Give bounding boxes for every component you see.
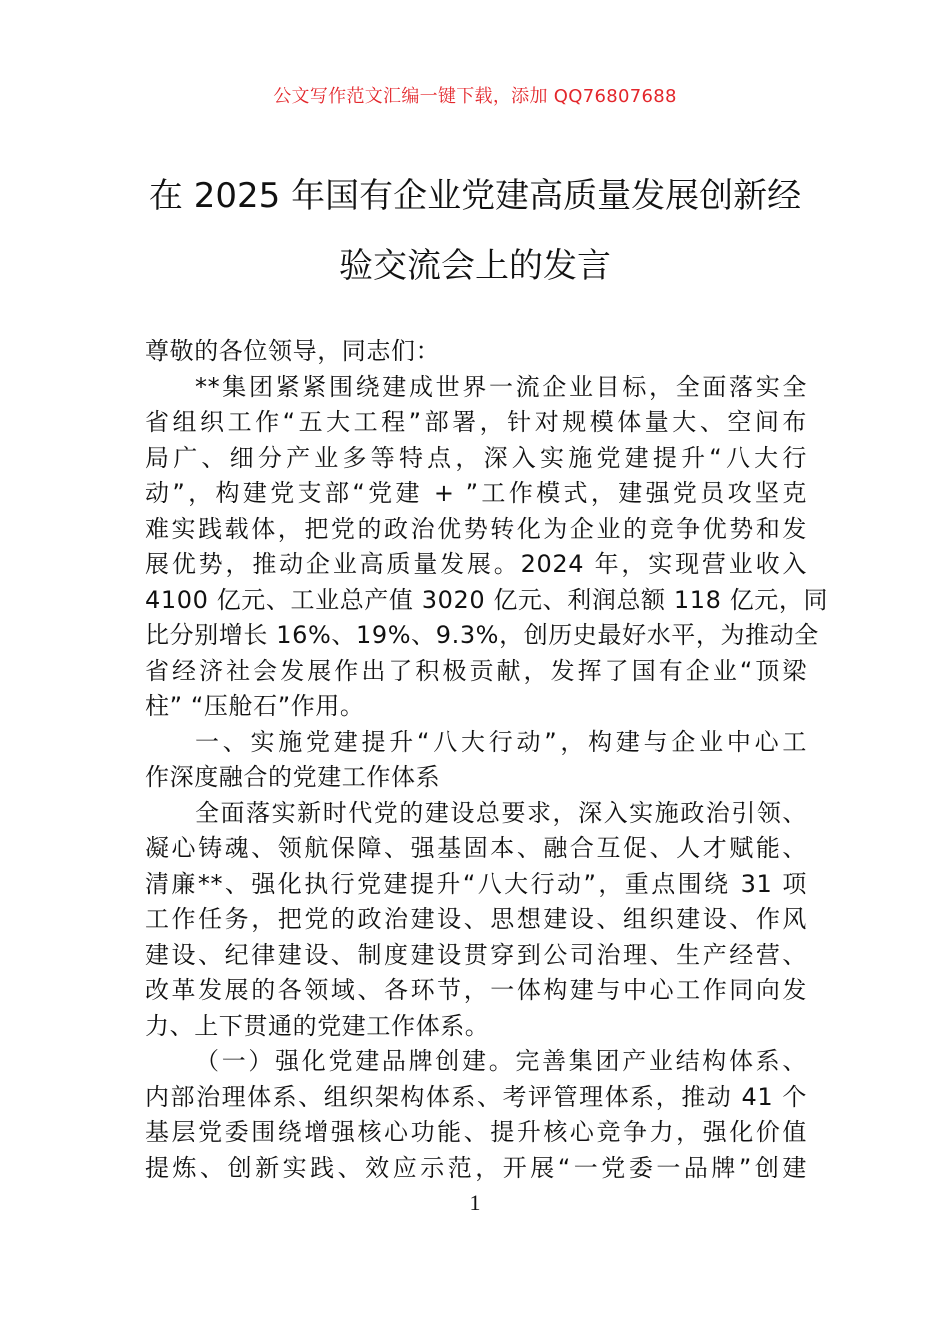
salutation: 尊敬的各位领导，同志们：	[145, 337, 441, 365]
text-line: 基层党委围绕增强核心功能、提升核心竞争力，强化价值	[145, 1118, 807, 1146]
document-body	[145, 334, 829, 1186]
text-line: 展优势，推动企业高质量发展。2024 年，实现营业收入	[145, 550, 807, 578]
heading-line: 作深度融合的党建工作体系	[145, 763, 441, 791]
text-line: 局广、细分产业多等特点，深入实施党建提升“八大行	[145, 443, 807, 472]
paragraph-subsection-1	[145, 1044, 807, 1186]
document-title-line-1: 在 2025 年国有企业党建高质量发展创新经	[148, 176, 802, 216]
text-line: （一）强化党建品牌创建。完善集团产业结构体系、	[195, 1047, 807, 1075]
text-line: 4100 亿元、工业总产值 3020 亿元、利润总额 118 亿元，同	[145, 585, 829, 614]
download-banner: 公文写作范文汇编一键下载，添加 QQ76807688	[273, 86, 677, 107]
section-heading-1	[145, 725, 807, 796]
text-line: 柱” “压舱石”作用。	[145, 692, 365, 720]
text-line: 动”，构建党支部“党建 + ”工作模式，建强党员攻坚克	[145, 479, 807, 507]
text-line: **集团紧紧围绕建成世界一流企业目标，全面落实全	[195, 372, 807, 401]
text-line: 清廉**、强化执行党建提升“八大行动”，重点围绕 31 项	[145, 869, 807, 898]
text-line: 全面落实新时代党的建设总要求，深入实施政治引领、	[195, 798, 807, 827]
text-line: 省经济社会发展作出了积极贡献，发挥了国有企业“顶梁	[145, 656, 807, 685]
text-line: 提炼、创新实践、效应示范，开展“一党委一品牌”创建	[145, 1153, 807, 1182]
paragraph-intro	[145, 370, 829, 725]
text-line: 力、上下贯通的党建工作体系。	[145, 1011, 490, 1040]
heading-line: 一、实施党建提升“八大行动”，构建与企业中心工	[195, 727, 807, 756]
text-line: 难实践载体，把党的政治优势转化为企业的竞争优势和发	[145, 514, 807, 543]
text-line: 改革发展的各领域、各环节，一体构建与中心工作同向发	[145, 976, 807, 1004]
text-line: 内部治理体系、组织架构体系、考评管理体系，推动 41 个	[145, 1082, 807, 1111]
text-line: 建设、纪律建设、制度建设贯穿到公司治理、生产经营、	[145, 940, 807, 969]
text-line: 省组织工作“五大工程”部署，针对规模体量大、空间布	[145, 408, 807, 436]
text-line: 凝心铸魂、领航保障、强基固本、融合互促、人才赋能、	[145, 834, 807, 862]
page-number: 1	[469, 1190, 481, 1215]
document-title-line-2: 验交流会上的发言	[339, 246, 611, 286]
text-line: 比分别增长 16%、19%、9.3%，创历史最好水平，为推动全	[145, 621, 819, 649]
text-line: 工作任务，把党的政治建设、思想建设、组织建设、作风	[145, 905, 807, 933]
paragraph-section-1	[145, 796, 807, 1045]
